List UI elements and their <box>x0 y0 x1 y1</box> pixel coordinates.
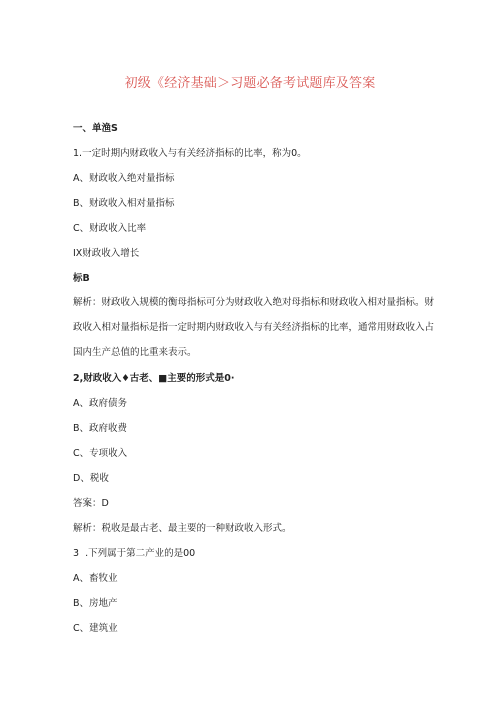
question-3-option-b: B、房地产 <box>73 598 118 609</box>
section-heading: 一、单渔S <box>73 123 118 134</box>
question-2-option-a: A、政府债务 <box>73 398 127 409</box>
question-2-answer: 答案：D <box>73 498 109 509</box>
question-3-stem: 3 .下列属于第二产业的是00 <box>73 548 196 559</box>
question-1-stem: 1.一定时期内财政收入与有关经济指标的比率，称为0。 <box>73 148 307 159</box>
question-1-option-c: C、财政收入比率 <box>73 223 147 234</box>
question-3-option-c: C、建筑业 <box>73 623 118 634</box>
question-1-analysis: 解析：财政收入规模的衡母指标可分为财政收入绝对母指标和财政收入相对量指标。财政收入相对量指标是指一定时期内财政收入与有关经济指标的比率，通常用财政收入占国内生产总值的比重来表示。 <box>73 297 435 358</box>
question-1-answer: 标B <box>73 273 90 284</box>
question-2-option-b: B、政府收费 <box>73 423 128 434</box>
question-2-stem: 2,财政收入♦古老、■主要的形式是0· <box>73 373 235 384</box>
document-title: 初级《经济基础＞习题必备考试题库及答案 <box>124 76 376 91</box>
question-1-option-a: A、财政收入绝对量指标 <box>73 173 175 184</box>
question-1-option-d: IX财政收入增长 <box>73 248 140 259</box>
question-2-analysis: 解析：税收是最古老、最主要的一种财政收入形式。 <box>73 523 292 534</box>
question-2-option-c: C、专项收入 <box>73 448 128 459</box>
question-1-option-b: B、财政收入相对量指标 <box>73 198 175 209</box>
question-3-option-a: A、畜牧业 <box>73 573 118 584</box>
question-2-option-d: D、税收 <box>73 473 109 484</box>
